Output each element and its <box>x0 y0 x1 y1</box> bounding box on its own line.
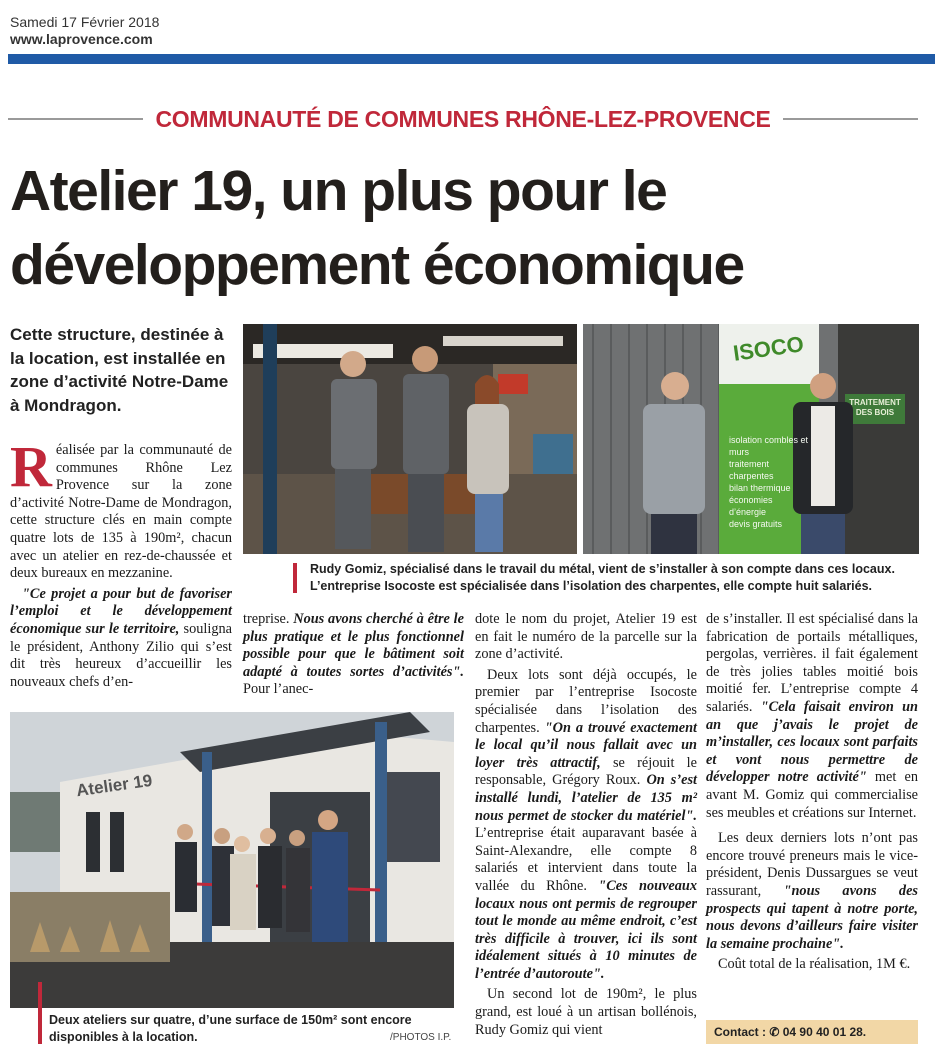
article-column-4 <box>706 611 918 977</box>
photo-atelier-building-image <box>10 712 454 1008</box>
photo-top-caption-line-2: L’entreprise Isocoste est spécialisée dans l’isolation des charpentes, elle compte huit salariés. <box>310 579 873 593</box>
photo-workshop <box>243 324 577 554</box>
isocoste-banner-brand: ISOCO <box>731 331 806 366</box>
building-sign: Atelier 19 <box>74 770 154 801</box>
body-text: Pour l’anec- <box>243 681 314 698</box>
site-url: www.laprovence.com <box>10 31 153 47</box>
photo-workshop-image <box>243 324 577 554</box>
rubric-rule-left <box>8 118 143 120</box>
headline-line-1: Atelier 19, un plus pour le <box>10 159 667 223</box>
headline <box>10 154 925 302</box>
body-quote: "Cela faisait environ un an que j’avais le projet de m’installer, ces locaux sont parfaits et vont nous permettre de développer notre activité" <box>706 698 918 786</box>
photo-top-caption <box>310 561 930 595</box>
caption-marker <box>293 563 297 593</box>
photo-top-caption-line-1: Rudy Gomiz, spécialisé dans le travail du métal, vient de s’installer à son compte dans ces locaux. <box>310 562 895 576</box>
body-text: Deux lots sont déjà occupés, le premier par l’entreprise Isocoste spécialisée dans l’isolation des charpentes. <box>475 666 697 736</box>
body-quote: "nous avons des prospects qui tapent à notre porte, nous devons d’ailleurs faire visiter la semaine prochaine". <box>706 882 918 952</box>
body-text: treprise. <box>243 611 290 627</box>
caption-marker <box>38 982 42 1044</box>
body-text: éalisée par la communauté de communes Rhône Lez Provence sur la zone d’activité Notre-Dame de Mondragon, cette structure clés en main compte quatre lots de 135 à 190m², chacun avec un atelier en rez-de-chaussée et deux bureaux en mezzanine. <box>10 442 232 582</box>
body-quote: "Ces nouveaux locaux nous ont permis de regrouper tout le monde au même endroit, c’est très difficile à trouver, ici ils sont idéalement situés à 10 minutes de l’entrée d’autoroute". <box>475 877 697 982</box>
body-text: met en avant M. Gomiz qui commercialise ses meubles et créations sur Internet. <box>706 769 918 821</box>
banner-line: bilan thermique <box>729 483 791 493</box>
headline-line-2: développement économique <box>10 233 744 297</box>
edition-date: Samedi 17 Février 2018 <box>10 14 160 30</box>
dropcap: R <box>10 434 52 499</box>
body-text: dote le nom du projet, Atelier 19 est en fait le numéro de la parcelle sur la zone d’activité. <box>475 611 697 663</box>
photo-credit: /PHOTOS I.P. <box>390 1032 452 1043</box>
traitement-bois-sign: TRAITEMENT DES BOIS <box>849 398 901 417</box>
body-text: Coût total de la réalisation, 1M €. <box>718 956 911 973</box>
banner-line: isolation combles et murs <box>729 435 809 457</box>
section-rubric <box>8 104 918 134</box>
body-text: souligna le président, Anthony Zilio qui s’est dit très heureux d’accueillir les nouveaux chefs d’en- <box>10 620 232 690</box>
body-text: Un second lot de 190m², le plus grand, est loué à un artisan bollénois, Rudy Gomiz qui vient <box>475 986 697 1038</box>
body-quote: "Ce projet a pour but de favoriser l’emploi et le développement économique sur le territoire, <box>10 585 232 637</box>
body-text: L’entreprise était auparavant basée à Saint-Alexandre, elle compte 8 salariés et intervient dans toute la vallée du Rhône. <box>475 825 697 894</box>
body-quote: Nous avons cherché à être le plus pratique et le plus fonctionnel possible pour que le bâtiment soit adapté à toutes sortes d’activités". <box>243 611 464 680</box>
body-text: Les deux derniers lots n’ont pas encore trouvé preneurs mais le vice-président, Denis Dussargues se veut rassurant, <box>706 830 918 899</box>
banner-line: économies d’énergie <box>729 495 773 517</box>
banner-line: devis gratuits <box>729 519 783 529</box>
contact-box: Contact : ✆ 04 90 40 01 28. <box>706 1020 918 1044</box>
article-column-2 <box>243 611 464 702</box>
banner-line: traitement charpentes <box>729 459 774 481</box>
rubric-title: COMMUNAUTÉ DE COMMUNES RHÔNE-LEZ-PROVENCE <box>155 105 771 132</box>
body-quote: "On a trouvé exactement le local qu’il nous fallait avec un loyer très attractif, <box>475 719 697 771</box>
article-column-1 <box>10 434 232 694</box>
body-text: se réjouit le responsable, Grégory Roux. <box>475 754 697 789</box>
body-text: de s’installer. Il est spécialisé dans la fabrication de portails métalliques, pergolas, verrières. il fait également de très jolies tables moitié bois moitié fer. L’entreprise compte 4 salariés. <box>706 611 918 715</box>
photo-bottom-caption-line-1: Deux ateliers sur quatre, d’une surface de 150m² sont encore <box>49 1013 412 1027</box>
rubric-rule-right <box>783 118 918 120</box>
photo-atelier-building <box>10 712 454 1008</box>
photo-bottom-caption-line-2: disponibles à la location. <box>49 1030 198 1044</box>
body-quote: On s’est installé lundi, l’atelier de 135 m² nous permet de stocker du matériel". <box>475 772 697 824</box>
lead-paragraph: Cette structure, destinée à la location, est installée en zone d’activité Notre-Dame à Mondragon. <box>10 325 229 415</box>
header-blue-bar <box>8 54 935 64</box>
photo-isocoste <box>583 324 919 554</box>
isocoste-banner-text <box>729 434 809 530</box>
article-column-3 <box>475 611 697 1042</box>
